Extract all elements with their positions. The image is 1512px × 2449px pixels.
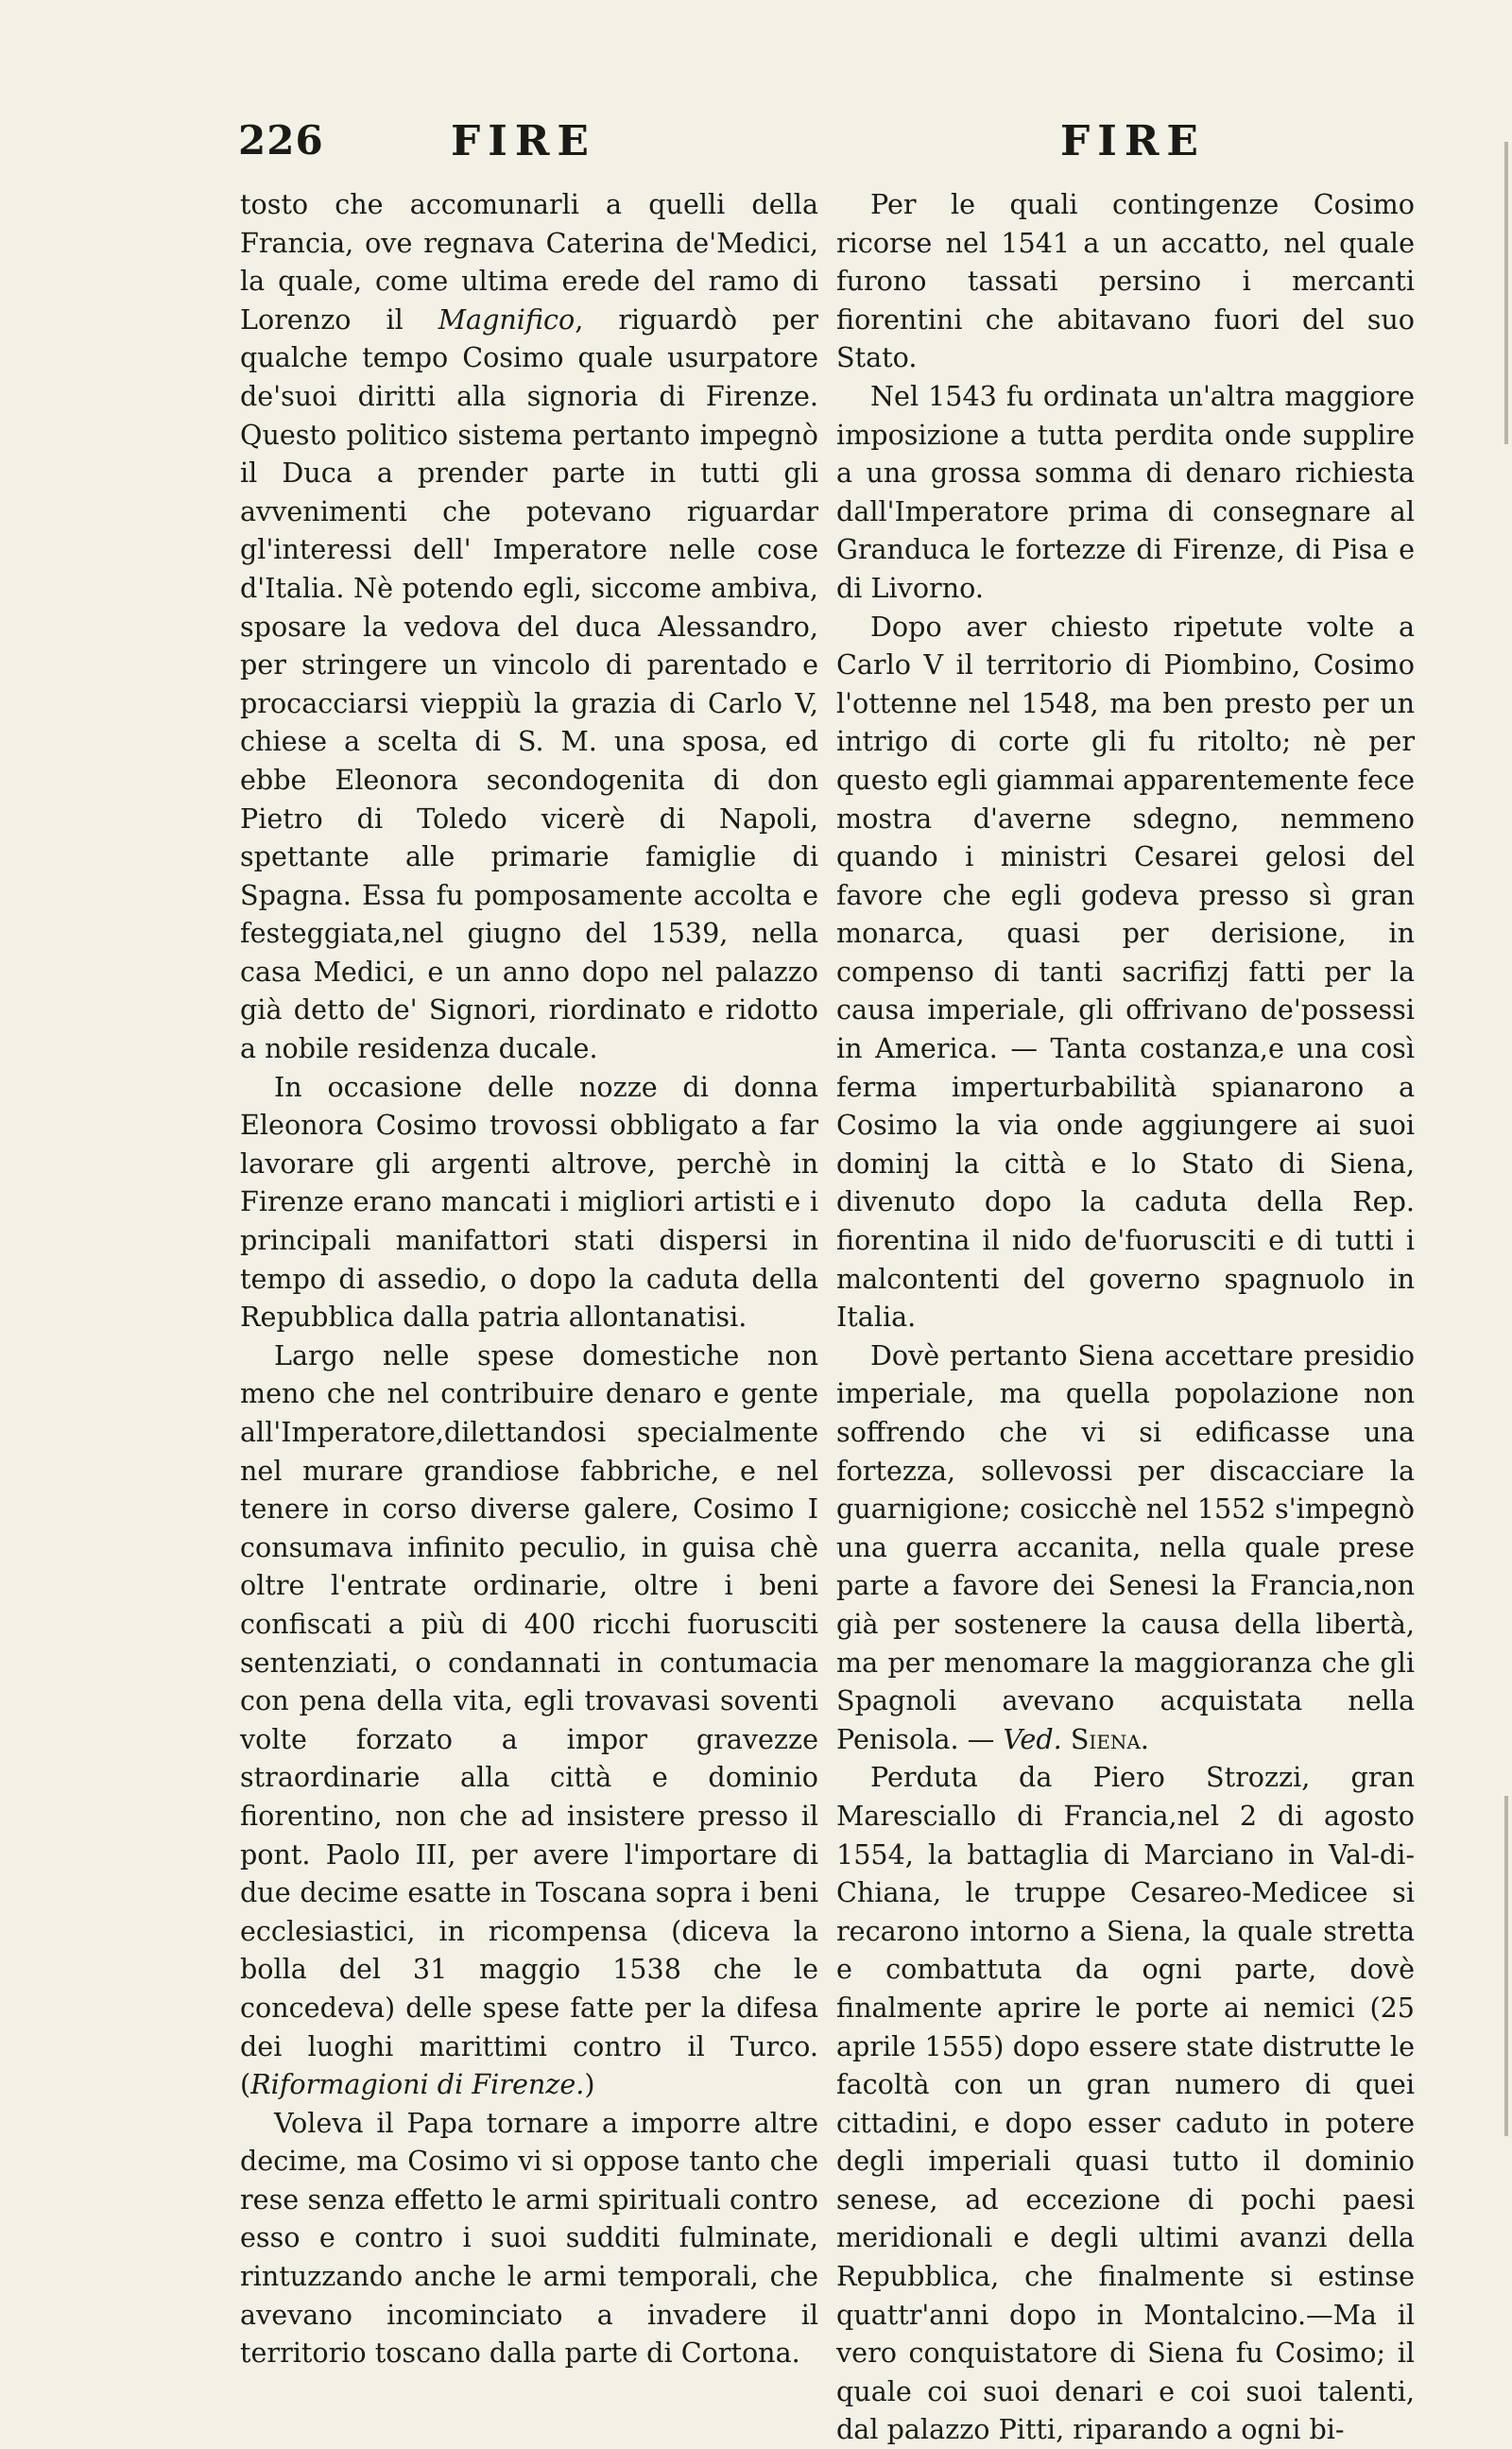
running-head-left: FIRE xyxy=(451,117,596,165)
paragraph: Dopo aver chiesto ripetute volte a Carlo V il territorio di Piombino, Cosimo l'ottenne nel 1548, ma ben presto per un intrigo di corte gli fu ritolto; nè per questo egli giammai apparentemente fece mostra d'averne sdegno, nemmeno quando i ministri Cesarei gelosi del favore che egli godeva presso sì gran monarca, quasi per derisione, in compenso di tanti sacrifizj fatti per la causa imperiale, gli offrivano de'possessi in America. — Tanta costanza,e una così ferma imperturbabilità spianarono a Cosimo la via onde aggiungere ai suoi dominj la città e lo Stato di Siena, divenuto dopo la caduta della Rep. fiorentina il nido de'fuorusciti e di tutti i malcontenti del governo spagnuolo in Italia. xyxy=(836,610,1415,1334)
scan-edge-mark xyxy=(1504,1796,1508,2136)
text-run: ) xyxy=(584,2068,595,2101)
italic-text: Magnifico xyxy=(438,302,576,336)
page-header xyxy=(238,117,1400,174)
paragraph: In occasione delle nozze di donna Eleonora Cosimo trovossi obbligato a far lavorare gli argenti altrove, perchè in Firenze erano mancati i migliori artisti e i principali manifattori stati dispersi in tempo di assedio, o dopo la caduta della Repubblica dalla patria allontanatisi. xyxy=(240,1070,818,1334)
text-run: tosto che accomunarli a quelli della Francia, ove regnava Caterina de'Medici, la quale, come ultima erede del ramo di Lorenzo il xyxy=(240,188,818,336)
paragraph: Nel 1543 fu ordinata un'altra maggiore imposizione a tutta perdita onde supplire a una grossa somma di denaro richiesta dall'Imperatore prima di consegnare al Granduca le fortezze di Firenze, di Pisa e di Livorno. xyxy=(836,379,1415,604)
italic-citation: Riformagioni di Firenze. xyxy=(250,2068,585,2101)
page-number: 226 xyxy=(238,117,324,164)
text-run: Dovè pertanto Siena accettare presidio imperiale, ma quella popolazione non soffrendo che vi si edificasse una fortezza, sollevossi per discacciare la guarnigione; cosicchè nel 1552 s'impegnò una guerra accanita, nella quale prese parte a favore dei Senesi la Francia,non già per sostenere la causa della libertà, ma per menomare la maggioranza che gli Spagnoli avevano acquistata nella Penisola. — xyxy=(836,1338,1415,1755)
paragraph: Per le quali contingenze Cosimo ricorse nel 1541 a un accatto, nel quale furono tassati persino i mercanti fiorentini che abitavano fuori del suo Stato. xyxy=(836,188,1415,374)
paragraph xyxy=(240,1337,818,2104)
running-head-right: FIRE xyxy=(1060,117,1206,165)
scan-edge-mark xyxy=(1504,142,1508,444)
italic-text: Ved. xyxy=(1003,1722,1062,1755)
paragraph xyxy=(836,1337,1415,1759)
text-run: Largo nelle spese domestiche non meno che nel contribuire denaro e gente all'Imperatore,dilettandosi specialmente nel murare grandiose fabbriche, e nel tenere in corso diverse galere, Cosimo I consumava infinito peculio, in guisa chè oltre l'entrate ordinarie, oltre i beni confiscati a più di 400 ricchi fuorusciti sentenziati, o condannati in contumacia con pena della vita, egli trovavasi soventi volte forzato a impor gravezze straordinarie alla città e dominio fiorentino, non che ad insistere presso il pont. Paolo III, per avere l'importare di due decime esatte in Toscana sopra i beni ecclesiastici, in ricompensa (diceva la bolla del 31 maggio 1538 che le concedeva) delle spese fatte per la difesa dei luoghi marittimi contro il Turco. ( xyxy=(240,1338,818,2101)
paragraph: Voleva il Papa tornare a imporre altre decime, ma Cosimo vi si oppose tanto che rese senza effetto le armi spirituali contro esso e contro i suoi sudditi fulminate, rintuzzando anche le armi temporali, che avevano incominciato a invadere il territorio toscano dalla parte di Cortona. xyxy=(240,2106,818,2370)
paragraph: Perduta da Piero Strozzi, gran Maresciallo di Francia,nel 2 di agosto 1554, la battaglia di Marciano in Val-di-Chiana, le truppe Cesareo-Medicee si recarono intorno a Siena, la quale stretta e combattuta da ogni parte, dovè finalmente aprire le porte ai nemici (25 aprile 1555) dopo essere state distrutte le facoltà con un gran numero di quei cittadini, e dopo esser caduto in potere degli imperiali quasi tutto il dominio senese, ad eccezione di pochi paesi meridionali e degli ultimi avanzi della Repubblica, che finalmente si estinse quattr'anni dopo in Montalcino.—Ma il vero conquistatore di Siena fu Cosimo; il quale coi suoi denari e coi suoi talenti, dal palazzo Pitti, riparando a ogni bi- xyxy=(836,1761,1415,2446)
cross-reference: Siena xyxy=(1070,1722,1141,1755)
right-column xyxy=(836,185,1415,2449)
left-column xyxy=(240,185,818,2372)
text-run: , riguardò per qualche tempo Cosimo quale usurpatore de'suoi diritti alla signoria di Firenze. Questo politico sistema pertanto impegnò il Duca a prender parte in tutti gli avvenimenti che potevano riguardar gl'interessi dell' Imperatore nelle cose d'Italia. Nè potendo egli, siccome ambiva, sposare la vedova del duca Alessandro, per stringere un vincolo di parentado e procacciarsi vieppiù la grazia di Carlo V, chiese a scelta di S. M. una sposa, ed ebbe Eleonora secondogenita di don Pietro di Toledo vicerè di Napoli, spettante alle primarie famiglie di Spagna. Essa fu pomposamente accolta e festeggiata,nel giugno del 1539, nella casa Medici, e un anno dopo nel palazzo già detto de' Signori, riordinato e ridotto a nobile residenza ducale. xyxy=(240,302,818,1065)
paragraph xyxy=(240,185,818,1068)
text-run: . xyxy=(1140,1722,1149,1755)
